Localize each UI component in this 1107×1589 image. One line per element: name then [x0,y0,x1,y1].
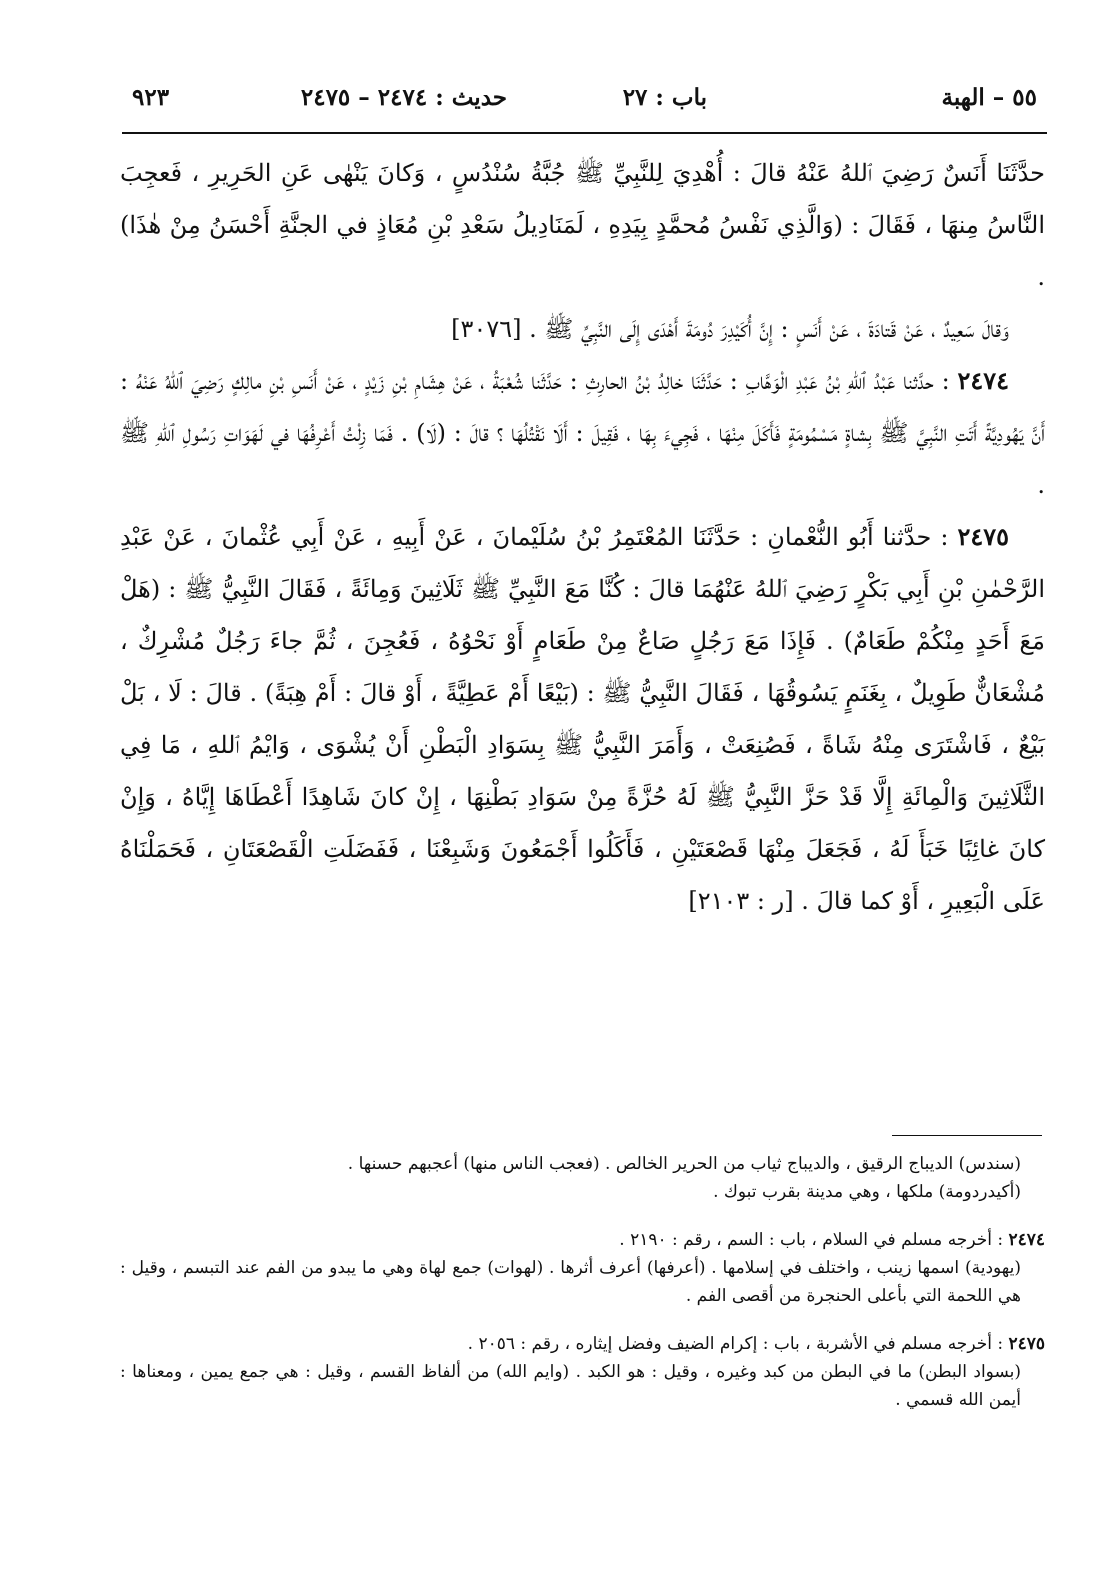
footnote-gloss: (أكيدردومة) ملكها ، وهي مدينة بقرب تبوك . [713,1182,1021,1202]
hadith-number: ٢٤٧٤ [957,366,1009,395]
hadith-text: : حدَّثنا أَبُو النُّعْمانِ : حَدَّثَنَا المُعْتَمِرُ بْنُ سُلَيْمانَ ، عَنْ أَبِيهِ ، عَنْ أَبِي عُثْمانَ ، عَنْ عَبْدِ الرَّحْمٰنِ بْنِ أَبِي بَكْرٍ رَضِيَ ٱللهُ عَنْهُمَا قالَ : كُنَّا مَعَ النَّبِيِّ ﷺ ثَلَاثِينَ وَمِائَةً ، فَقَالَ النَّبِيُّ ﷺ : (هَلْ مَعَ أَحَدٍ مِنْكُمْ طَعَامٌ) . فَإِذَا مَعَ رَجُلٍ صَاعٌ مِنْ طَعَامٍ أَوْ نَحْوُهُ ، فَعُجِنَ ، ثُمَّ جاءَ رَجُلٌ مُشْرِكٌ ، مُشْعَانٌّ طَوِيلٌ ، بِغَنَمٍ يَسُوقُهَا ، فَقَالَ النَّبِيُّ ﷺ : (بَيْعًا أَمْ عَطِيَّةً ، أَوْ قالَ : أَمْ هِبَةً) . قالَ : لَا ، بَلْ بَيْعٌ ، فَاشْتَرَى مِنْهُ شَاةً ، فَصُنِعَتْ ، وَأَمَرَ النَّبِيُّ ﷺ بِسَوَادِ الْبَطْنِ أَنْ يُشْوَى ، وَايْمُ ٱللهِ ، مَا فِي الثَّلَاثِينَ وَالْمِائَةِ إِلَّا قَدْ حَزَّ النَّبِيُّ ﷺ لَهُ حُزَّةً مِنْ سَوَادِ بَطْنِهَا ، إِنْ كانَ شَاهِدًا أَعْطَاهَا إِيَّاهُ ، وَإِنْ كانَ غائِبًا خَبَأَ لَهُ ، فَجَعَلَ مِنْهَا قَصْعَتَيْنِ ، فَأَكَلُوا أَجْمَعُونَ وَشَبِعْنَا ، فَفَضَلَتِ الْقَصْعَتَانِ ، فَحَمَلْنَاهُ عَلَى الْبَعِيرِ ، أَوْ كما قالَ . [ر : ٢١٠٣] [120,523,1045,915]
hadith-text: : حدَّثنا عَبْدُ ٱللهِ بْنُ عَبْدِ الْوَهَّابِ : حَدَّثَنَا خالِدُ بْنُ الحارِثِ : حَدَّثَنا شُعْبَةُ ، عَنْ هِشَامِ بْنِ زَيْدٍ ، عَنْ أَنَسِ بْنِ مالِكٍ رَضِيَ ٱللهُ عَنْهُ : أَنَّ يَهُودِيَّةً أَتَتِ النَّبِيَّ ﷺ بِشاةٍ مَسْمُومَةٍ فَأَكَلَ مِنْهَا ، فَجِيءَ بِهَا ، فَقِيلَ : أَلَا نَقْتُلُهَا ؟ قالَ : (لَا) . فَمَا زِلْتُ أَعْرِفُهَا في لَهَوَاتِ رَسُولِ ٱللهِ ﷺ . [120,367,1045,499]
page-header [122,84,1047,124]
paragraph-continuation: حدَّثَنَا أَنَسٌ رَضِيَ ٱللهُ عَنْهُ قالَ : أُهْدِيَ لِلنَّبِيِّ ﷺ جُبَّةُ سُنْدُسٍ ، وَكانَ يَنْهٰى عَنِ الحَرِيرِ ، فَعجِبَ النَّاسُ مِنهَا ، فَقَالَ : (وَالَّذِي نَفْسُ مُحمَّدٍ بِيَدِهِ ، لَمَنَادِيلُ سَعْدِ بْنِ مُعَاذٍ في الجنَّةِ أَحْسَنُ مِنْ هٰذَا) . [120,159,1046,291]
footnote-number: ٢٤٧٥ [1008,1334,1045,1354]
footnote-gloss: (سندس) الديباج الرقيق ، والديباج ثياب من الحرير الخالص . (فعجب الناس منها) أعجبهم حسنها . [347,1154,1021,1174]
chapter-title: ٥٥ – الهبة [941,84,1037,111]
footnote-reference [120,1330,1045,1358]
page-number: ٩٢٣ [132,84,170,111]
hadith-number: ٢٤٧٥ [957,522,1009,551]
footnote-separator [892,1135,1042,1136]
header-rule [122,132,1047,134]
footnote-ref-text: : أخرجه مسلم في الأشربة ، باب : إكرام الضيف وفضل إيثاره ، رقم : ٢٠٥٦ . [467,1334,1009,1354]
footnote-number: ٢٤٧٤ [1008,1230,1045,1250]
footnote-gloss: (بسواد البطن) ما في البطن من كبد وغيره ، وقيل : هو الكبد . (وايم الله) من ألفاظ القسم ، وقيل : هي جمع يمين ، ومعناها : أيمن الله قسمي . [120,1362,1021,1410]
hadith-2474 [120,355,1045,511]
footnotes [120,1150,1045,1414]
footnote-ref-text: : أخرجه مسلم في السلام ، باب : السم ، رقم : ٢١٩٠ . [619,1230,1009,1250]
footnote-2474 [120,1226,1045,1310]
footnote-reference [120,1226,1045,1254]
footnote-gloss: (يهودية) اسمها زينب ، واختلف في إسلامها . (أعرفها) أعرف أثرها . (لهوات) جمع لهاة وهي ما يبدو من الفم عند التبسم ، وقيل : هي اللحمة التي بأعلى الحنجرة من أقصى الفم . [120,1258,1021,1306]
footnote-2475 [120,1330,1045,1414]
bab-number: باب : ٢٧ [622,84,707,111]
main-text [120,147,1045,927]
hadith-range: حديث : ٢٤٧٤ – ٢٤٧٥ [300,84,507,111]
paragraph-narration: وَقالَ سَعِيدٌ ، عَنْ قَتادَةَ ، عَنْ أَنَسٍ : إِنَّ أُكَيْدِرَ دُومَةَ أَهْدَى إِلَى النَّبِيِّ ﷺ . [٣٠٧٦] [451,315,1009,343]
hadith-2475 [120,511,1045,927]
